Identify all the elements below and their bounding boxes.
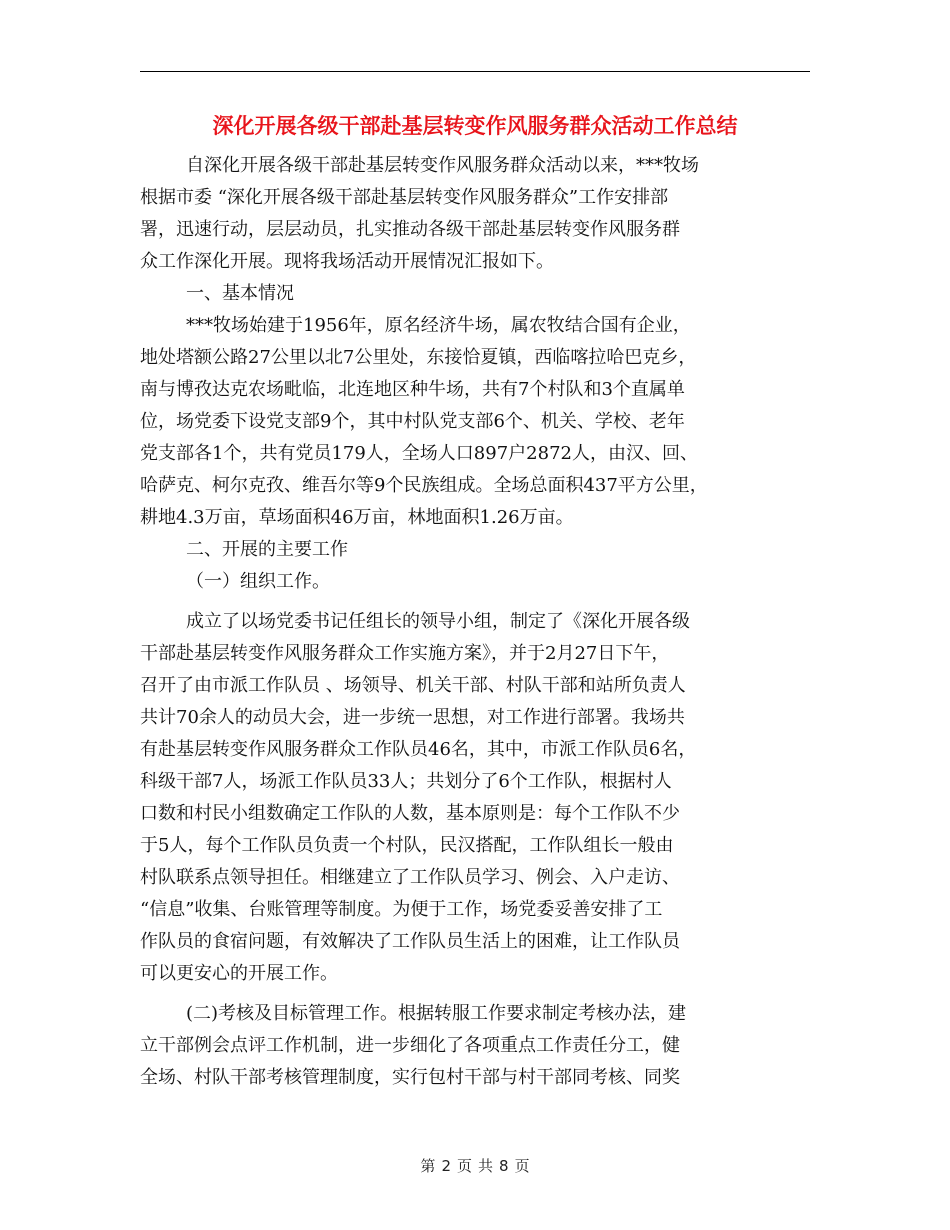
text-line: 南与博孜达克农场毗临，北连地区种牛场，共有7个村队和3个直属单 <box>140 379 685 400</box>
text-line: 耕地4.3万亩，草场面积46万亩，林地面积1.26万亩。 <box>140 507 574 528</box>
text-line: 位，场党委下设党支部9个，其中村队党支部6个、机关、学校、老年 <box>140 411 685 432</box>
text-line: 根据市委 “深化开展各级干部赴基层转变作风服务群众”工作安排部 <box>140 187 669 208</box>
section-heading-main-work <box>140 534 820 566</box>
text-line: （一）组织工作。 <box>186 571 330 592</box>
section-heading-basic <box>140 278 820 310</box>
text-line: 众工作深化开展。现将我场活动开展情况汇报如下。 <box>140 251 554 272</box>
text-line: 哈萨克、柯尔克孜、维吾尔等9个民族组成。全场总面积437平方公里， <box>140 475 708 496</box>
text-line: 立干部例会点评工作机制，进一步细化了各项重点工作责任分工，健 <box>140 1035 680 1056</box>
text-line: 党支部各1个，共有党员179人，全场人口897户2872人，由汉、回、 <box>140 443 698 464</box>
page-label-total-pre: 共 <box>478 1157 494 1175</box>
text-line: 科级干部7人，场派工作队员33人；共划分了6个工作队，根据村人 <box>140 771 672 792</box>
text-line: 全场、村队干部考核管理制度，实行包村干部与村干部同考核、同奖 <box>140 1067 680 1088</box>
subsection-heading-organization <box>140 566 820 598</box>
text-line: 成立了以场党委书记任组长的领导小组，制定了《深化开展各级 <box>186 611 690 632</box>
page-label-post: 页 <box>514 1157 530 1175</box>
text-line: ***牧场始建于1956年，原名经济牛场，属农牧结合国有企业， <box>186 315 691 336</box>
text-line: 可以更安心的开展工作。 <box>140 963 338 984</box>
text-line: 一、基本情况 <box>186 283 294 304</box>
paragraph-organization <box>140 606 820 990</box>
paragraph-basic-info <box>140 310 820 534</box>
text-line: 共计70余人的动员大会，进一步统一思想，对工作进行部署。我场共 <box>140 707 685 728</box>
paragraph-intro <box>140 150 820 278</box>
text-line: “信息”收集、台账管理等制度。为便于工作，场党委妥善安排了工 <box>140 899 663 920</box>
page-total: 8 <box>499 1157 509 1175</box>
text-line: 二、开展的主要工作 <box>186 539 348 560</box>
page-label-pre: 第 <box>420 1157 436 1175</box>
text-line: 于5人，每个工作队员负责一个村队，民汉搭配，工作队组长一般由 <box>140 835 674 856</box>
header-rule <box>140 71 810 72</box>
text-line: 有赴基层转变作风服务群众工作队员46名，其中，市派工作队员6名， <box>140 739 697 760</box>
text-line: 召开了由市派工作队员 、场领导、机关干部、村队干部和站所负责人 <box>140 675 686 696</box>
text-line: 署，迅速行动，层层动员，扎实推动各级干部赴基层转变作风服务群 <box>140 219 680 240</box>
text-line: 干部赴基层转变作风服务群众工作实施方案》，并于2月27日下午， <box>140 643 670 664</box>
page-current: 2 <box>441 1157 451 1175</box>
paragraph-assessment <box>140 998 820 1094</box>
text-line: 口数和村民小组数确定工作队的人数，基本原则是：每个工作队不少 <box>140 803 680 824</box>
text-line: (二)考核及目标管理工作。根据转服工作要求制定考核办法，建 <box>186 1003 687 1024</box>
page-footer <box>0 1156 950 1176</box>
document-title: 深化开展各级干部赴基层转变作风服务群众活动工作总结 <box>212 113 738 138</box>
text-line: 自深化开展各级干部赴基层转变作风服务群众活动以来，***牧场 <box>186 155 699 176</box>
text-line: 村队联系点领导担任。相继建立了工作队员学习、例会、入户走访、 <box>140 867 680 888</box>
text-line: 作队员的食宿问题，有效解决了工作队员生活上的困难，让工作队员 <box>140 931 680 952</box>
page-label-mid: 页 <box>456 1157 472 1175</box>
text-line: 地处塔额公路27公里以北7公里处，东接恰夏镇，西临喀拉哈巴克乡， <box>140 347 697 368</box>
document-body <box>140 150 820 1094</box>
